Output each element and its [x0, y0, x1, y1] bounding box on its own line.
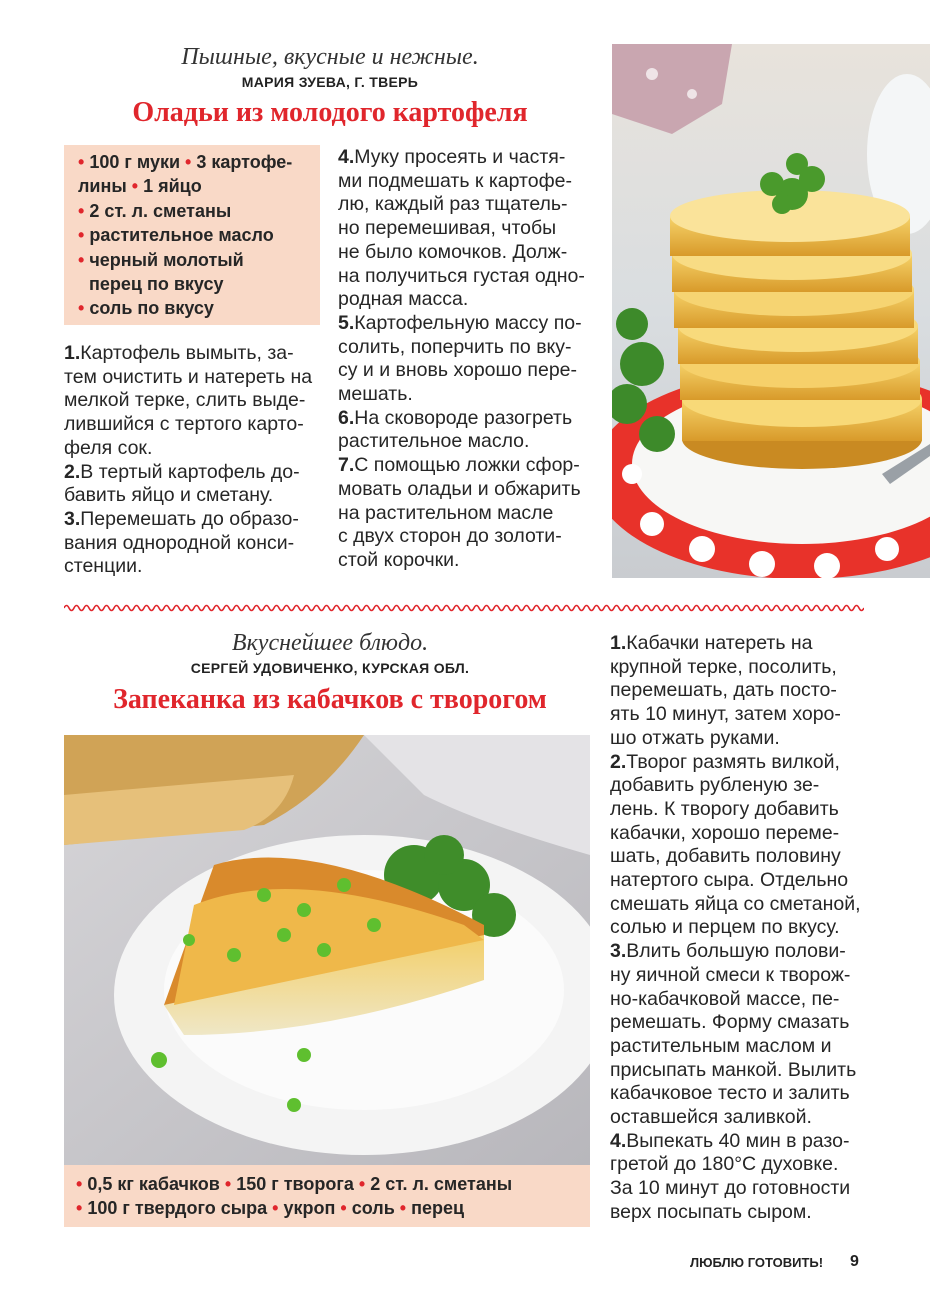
step-line: но-кабачковой массе, пе- — [610, 987, 840, 1010]
recipe1-steps-left — [64, 342, 326, 579]
step-line: но перемешивая, чтобы — [338, 217, 557, 240]
step-line: шать, добавить половину — [610, 845, 841, 868]
step-line: на растительном масле — [338, 501, 554, 524]
step-line: Перемешать до образо- — [80, 507, 299, 530]
recipe2-author: СЕРГЕЙ УДОВИЧЕНКО, КУРСКАЯ ОБЛ. — [190, 660, 470, 676]
step — [338, 312, 600, 407]
recipe1-ingredients — [64, 145, 320, 321]
step-number: 3. — [64, 507, 81, 530]
step-line: натертого сыра. Отдельно — [610, 869, 849, 892]
step-line: перемешать, дать посто- — [610, 679, 837, 702]
step-line: солью и перцем по вкусу. — [610, 916, 840, 939]
step — [338, 146, 600, 312]
step-line: Картофель вымыть, за- — [80, 342, 294, 364]
recipe1-ingredients-box — [64, 145, 320, 325]
step-line: растительное масло. — [338, 430, 530, 453]
page-number: 9 — [850, 1253, 859, 1270]
step-line: су и и вновь хорошо пере- — [338, 359, 578, 382]
step-line: Творог размять вилкой, — [626, 750, 840, 773]
step — [610, 751, 880, 941]
step — [610, 632, 880, 751]
step — [338, 454, 600, 573]
step-line: присыпать манкой. Вылить — [610, 1058, 857, 1081]
step-line: ну яичной смеси к творож- — [610, 963, 851, 986]
step-line: родная масса. — [338, 288, 469, 311]
step-line: Муку просеять и частя- — [354, 146, 566, 168]
step-line: мешать. — [338, 383, 413, 406]
step — [64, 342, 326, 461]
ingredient-line: • 2 ст. л. сметаны — [78, 200, 232, 221]
recipe2-steps — [610, 632, 880, 1225]
ingredient-line: • 0,5 кг кабачков • 150 г творога • 2 ст. л. сметаны — [76, 1174, 513, 1194]
recipe2-tagline: Вкуснейшее блюдо. — [231, 630, 429, 656]
step-line: с двух сторон до золоти- — [338, 525, 562, 548]
step-line: феля сок. — [64, 436, 153, 459]
step — [64, 461, 326, 508]
step-number: 2. — [64, 460, 81, 483]
ingredient-line: • соль по вкусу — [78, 298, 214, 319]
recipe1-steps-right — [338, 146, 600, 573]
step-line: оставшейся заливкой. — [610, 1106, 812, 1129]
step-number: 2. — [610, 750, 627, 773]
step-number: 4. — [338, 146, 355, 168]
potato-pancakes-image — [612, 44, 930, 578]
step-line: лившийся с тертого карто- — [64, 413, 304, 436]
step-line: На сковороде разогреть — [354, 406, 573, 429]
ingredient-line: • 100 г муки • 3 картофе- — [78, 152, 293, 172]
step-number: 7. — [338, 454, 355, 477]
step-line: Влить большую полови- — [626, 940, 846, 963]
recipe2-title: Запеканка из кабачков с творогом — [113, 684, 547, 715]
step — [64, 508, 326, 579]
recipe2-ingredients-box — [64, 1165, 590, 1227]
step-line: добавить рубленую зе- — [610, 774, 820, 797]
step-line: вания однородной конси- — [64, 531, 295, 554]
magazine-name: ЛЮБЛЮ ГОТОВИТЬ! — [690, 1255, 824, 1270]
step-line: растительным маслом и — [610, 1034, 832, 1057]
step-line: Кабачки натереть на — [626, 632, 813, 654]
step-number: 1. — [64, 342, 81, 364]
step-line: кабачки, хорошо переме- — [610, 821, 840, 844]
step — [338, 407, 600, 454]
recipe1-author: МАРИЯ ЗУЕВА, Г. ТВЕРЬ — [241, 74, 419, 90]
step-line: ять 10 минут, затем хоро- — [610, 703, 841, 726]
step-line: шо отжать руками. — [610, 726, 780, 749]
step-line: солить, поперчить по вку- — [338, 335, 572, 358]
ingredient-line: • черный молотый — [78, 249, 244, 270]
step-line: мовать оладьи и обжарить — [338, 477, 581, 500]
step-line: лю, каждый раз тщатель- — [338, 193, 568, 216]
step-number: 5. — [338, 311, 355, 334]
step-line: верх посыпать сыром. — [610, 1200, 812, 1223]
step-line: лень. К творогу добавить — [610, 797, 839, 820]
step-line: За 10 минут до готовности — [610, 1177, 851, 1200]
step-line: С помощью ложки сфор- — [354, 454, 580, 477]
section-divider — [64, 602, 864, 614]
step-line: не было комочков. Долж- — [338, 240, 568, 263]
step-number: 1. — [610, 632, 627, 654]
step-line: Выпекать 40 мин в разо- — [626, 1129, 850, 1152]
recipe1-tagline: Пышные, вкусные и нежные. — [181, 44, 479, 70]
step-line: В тертый картофель до- — [80, 460, 300, 483]
ingredient-line: лины • 1 яйцо — [78, 176, 202, 197]
ingredient-line: • растительное масло — [78, 225, 274, 246]
recipe1-photo — [612, 44, 930, 578]
ingredient-line: • 100 г твердого сыра • укроп • соль • перец — [76, 1198, 465, 1219]
step-line: на получиться густая одно- — [338, 264, 585, 287]
step-line: тем очистить и натереть на — [64, 365, 313, 388]
recipe2-photo — [64, 735, 590, 1165]
step-line: крупной терке, посолить, — [610, 655, 837, 678]
step-line: мелкой терке, слить выде- — [64, 389, 306, 412]
step — [610, 1130, 880, 1225]
step-number: 6. — [338, 406, 355, 429]
step-line: смешать яйца со сметаной, — [610, 892, 861, 915]
step-number: 3. — [610, 940, 627, 963]
step — [610, 940, 880, 1130]
step-number: 4. — [610, 1129, 627, 1152]
step-line: гретой до 180°С духовке. — [610, 1153, 839, 1176]
zucchini-casserole-image — [64, 735, 590, 1165]
step-line: ремешать. Форму смазать — [610, 1011, 850, 1034]
step-line: бавить яйцо и сметану. — [64, 484, 274, 507]
recipe2-ingredients — [64, 1165, 590, 1221]
step-line: Картофельную массу по- — [354, 311, 582, 334]
step-line: стой корочки. — [338, 548, 460, 571]
step-line: стенции. — [64, 555, 143, 578]
recipe1-title: Оладьи из молодого картофеля — [132, 97, 528, 128]
step-line: кабачковое тесто и залить — [610, 1082, 850, 1105]
step-line: ми подмешать к картофе- — [338, 169, 572, 192]
ingredient-line: перец по вкусу — [89, 274, 224, 295]
